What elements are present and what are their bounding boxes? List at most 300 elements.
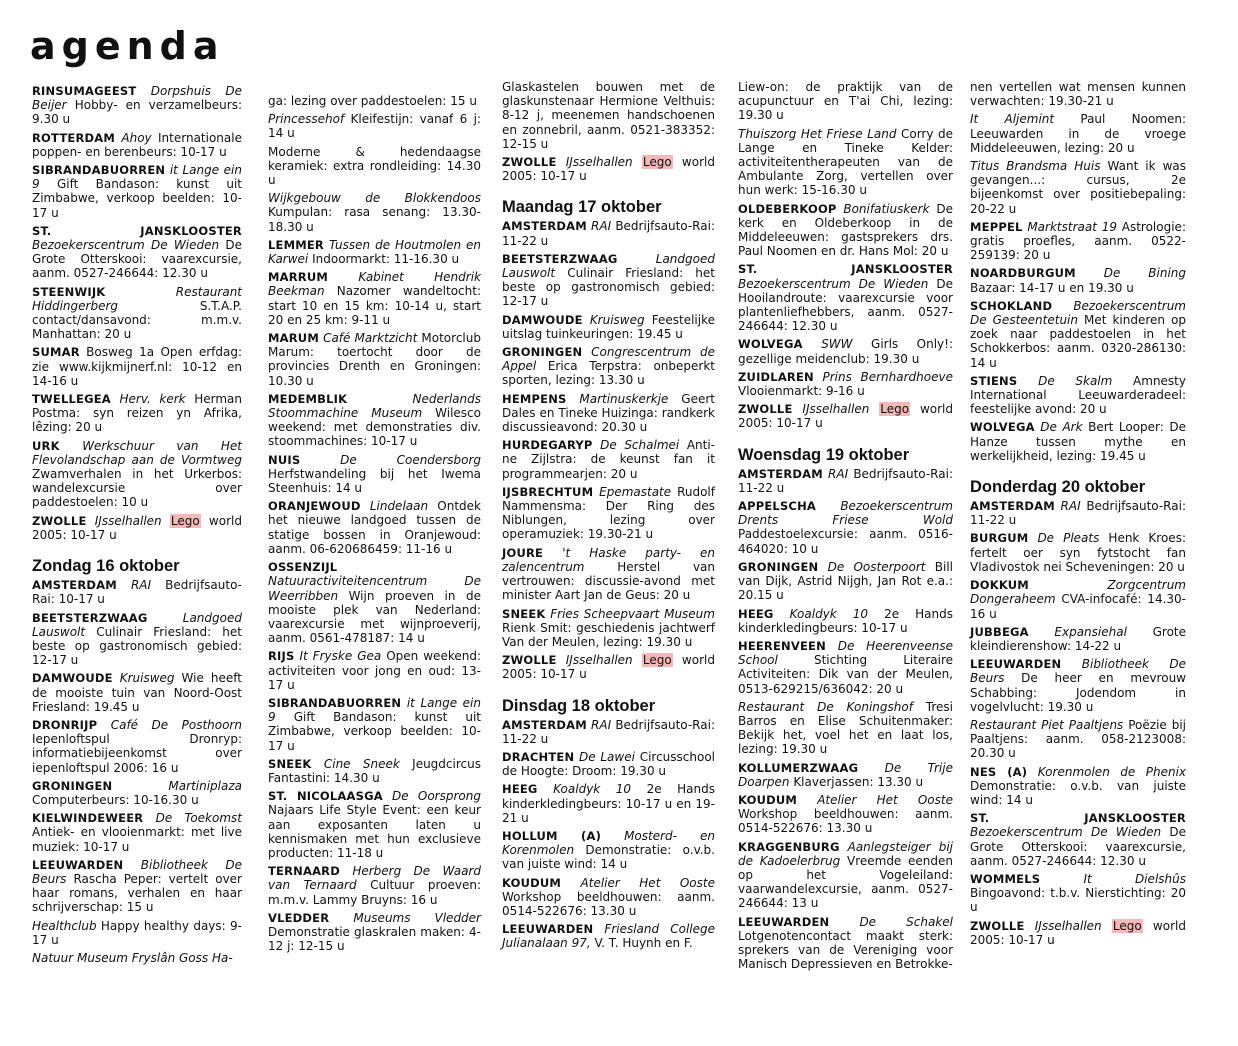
entry-venue: It Fryske Gea [299, 649, 382, 664]
entry-place: MEDEMBLIK [268, 391, 348, 406]
entry-venue: De Schalmei [600, 438, 680, 453]
entry-place: OSSENZIJL [268, 560, 338, 575]
entry-venue: It Dielshûs [1083, 871, 1186, 886]
entry-venue: Bezoekerscentrum De Wieden [970, 825, 1162, 840]
entry-place: WOMMELS [970, 871, 1041, 886]
day-heading: Zondag 16 oktober [32, 557, 180, 576]
entry-place: ZWOLLE [738, 402, 793, 417]
entry-venue: Martinuskerkje [579, 391, 669, 406]
entry-place: HEMPENS [502, 391, 567, 406]
entry-venue: Natuuractiviteitencentrum De Weerribben [268, 574, 481, 603]
entry-text: Lotgenotencontact maakt sterk: sprekers van de Vereniging voor Manisch Depressieven en Betrokke- [738, 928, 953, 972]
entry-place: KIELWINDEWEER [32, 811, 144, 826]
entry-text: Vlooienmarkt: 9-16 u [738, 384, 865, 399]
agenda-entry [738, 560, 953, 603]
entry-venue: IJsselhallen [94, 513, 162, 528]
entry-text: Liew-on: de praktijk van de acupunctuur en T'ai Chi, lezing: 19.30 u [738, 80, 953, 123]
entry-place: HOLLUM (A) [502, 828, 602, 843]
agenda-entry [32, 779, 242, 807]
entry-place: HEERENVEEN [738, 638, 826, 653]
entry-place: ST. JANSKLOOSTER [970, 811, 1186, 826]
entry-text: Herfstwandeling bij het Iwema Steenhuis: 14 u [268, 466, 481, 496]
entry-venue: Cine Sneek [323, 756, 400, 771]
entry-text: Met kinderen op zoek naar paddestoelen in het Schokkerbos: aanm. 0320-286130: 14 u [970, 313, 1186, 370]
entry-text: Vreemde eenden op het Vogeleiland: vaarwandelexcursie, aanm. 0527-246644: 13 u [738, 853, 953, 911]
entry-text: Antiek- en vlooienmarkt: met live muziek: 10-17 u [32, 825, 242, 854]
entry-text: Iepenloftspul Dronryp: informatiebijeenkomst over iepenloftspul 2006: 16 u [32, 732, 242, 775]
agenda-entry [738, 639, 953, 696]
entry-venue: Koaldyk 10 [789, 606, 869, 621]
agenda-entry [970, 765, 1186, 808]
agenda-entry [268, 911, 481, 954]
entry-venue: Werkschuur van Het Flevolandschap aan de Vormtweg [32, 438, 242, 467]
agenda-entry [738, 80, 953, 123]
entry-venue: De Oorsprong [392, 789, 481, 804]
entry-venue: Thuiszorg Het Friese Land [738, 126, 897, 141]
entry-text: Bedrijfsauto-Rai: 11-22 u [738, 466, 953, 495]
entry-place: STEENWIJK [32, 284, 106, 299]
entry-text: CVA-infocafé: 14.30-16 u [970, 592, 1186, 621]
highlighted-term: Lego [642, 653, 672, 668]
entry-venue: Landgoed Lauswolt [32, 610, 242, 639]
entry-venue: Dorpshuis De Beijer [32, 84, 242, 113]
entry-place: SCHOKLAND [970, 298, 1053, 313]
entry-place: GRONINGEN [502, 345, 583, 360]
entry-text: Internationale poppen- en berenbeurs: 10-17 u [32, 130, 242, 159]
entry-place: MARRUM [268, 270, 329, 285]
entry-text: Workshop beeldhouwen: aanm. 0514-522676: 13.30 u [502, 889, 715, 918]
entry-place: AMSTERDAM [970, 499, 1055, 514]
agenda-entry [32, 84, 242, 127]
agenda-entry [32, 671, 242, 714]
agenda-entry [970, 299, 1186, 370]
entry-venue: Restaurant Hiddingerberg [32, 284, 242, 313]
entry-venue: Fries Scheepvaart Museum [550, 606, 715, 621]
entry-place: AMSTERDAM [502, 717, 587, 732]
agenda-entry [32, 285, 242, 342]
entry-venue: Atelier Het Ooste [580, 875, 715, 890]
entry-venue: Nederlands Stoommachine Museum [268, 391, 481, 421]
entry-venue: Café Marktzicht [323, 331, 418, 346]
entry-place: LEEUWARDEN [32, 857, 124, 872]
agenda-entry [502, 80, 715, 151]
agenda-entry [738, 370, 953, 398]
entry-venue: Lindelaan [369, 499, 429, 514]
entry-place: MEPPEL [970, 219, 1023, 234]
entry-venue: De Coendersborg [340, 452, 481, 467]
entry-text: 2e Hands kinderkledingbeurs: 10-17 u en 19-21 u [502, 782, 715, 825]
entry-text: Wilesco weekend: met demonstraties div. stoommachines: 10-17 u [268, 406, 481, 449]
entry-text: Jeugdcircus Fantastini: 14.30 u [268, 756, 481, 785]
entry-venue: SWW [821, 337, 853, 352]
agenda-entry [970, 872, 1186, 915]
entry-venue: Kruisweg [119, 671, 175, 686]
entry-place: LEEUWARDEN [970, 657, 1062, 672]
agenda-entry [32, 919, 242, 947]
agenda-entry [970, 220, 1186, 263]
entry-text: Bosweg 1a Open erfdag: zie www.kijkmijnerf.nl: 10-12 en 14-16 u [32, 345, 242, 388]
entry-venue: Martiniplaza [168, 778, 242, 793]
entry-venue: Prins Bernhardhoeve [822, 369, 953, 384]
day-heading: Woensdag 19 oktober [738, 445, 910, 464]
entry-venue: IJsselhallen [1034, 918, 1102, 933]
entry-venue: Expansiehal [1054, 624, 1127, 639]
entry-text: Computerbeurs: 10-16.30 u [32, 792, 199, 807]
entry-place: TWELLEGEA [32, 392, 111, 407]
agenda-entry [970, 718, 1186, 761]
agenda-entry [502, 829, 715, 872]
entry-text: S.T.A.P. contact/dansavond: m.m.v. Manhattan: 20 u [32, 298, 242, 342]
agenda-entry [970, 499, 1186, 527]
column-5 [970, 80, 1186, 951]
agenda-entry [32, 811, 242, 854]
entry-text: Herman Postma: syn reizen yn Afrika, lêzing: 20 u [32, 392, 242, 435]
entry-venue: Epemastate [599, 484, 672, 499]
agenda-entry [268, 789, 481, 860]
column-1 [32, 84, 242, 969]
entry-text: Open weekend: activiteiten voor jong en oud: 13-17 u [268, 649, 481, 692]
entry-place: GRONINGEN [738, 559, 819, 574]
entry-text: Rienk Smit: geschiedenis jachtwerf Van der Meulen, lezing: 19.30 u [502, 620, 715, 649]
entry-text: world 2005: 10-17 u [32, 513, 242, 542]
agenda-entry [268, 145, 481, 188]
entry-place: WOLVEGA [738, 337, 803, 352]
agenda-entry [738, 761, 953, 789]
agenda-entry [268, 112, 481, 140]
agenda-entry [268, 238, 481, 266]
agenda-entry [268, 864, 481, 907]
agenda-entry [502, 546, 715, 603]
agenda-entry [738, 127, 953, 198]
entry-text: Demonstratie: o.v.b. van juiste wind: 14 u [502, 843, 715, 872]
entry-place: AMSTERDAM [738, 466, 823, 481]
entry-place: BEETSTERZWAAG [32, 610, 148, 625]
entry-text: De Grote Otterskooi: vaarexcursie, aanm. 0527-246644: 12.30 u [32, 238, 242, 281]
entry-venue: it Lange ein 9 [32, 163, 242, 192]
entry-text: Circusschool de Hoogte: Droom: 19.30 u [502, 749, 715, 779]
agenda-entry [738, 499, 953, 556]
entry-venue: Marktstraat 19 [1027, 219, 1117, 234]
agenda-entry [268, 94, 481, 108]
entry-venue: it Lange ein 9 [268, 695, 481, 725]
entry-place: LEEUWARDEN [502, 922, 594, 937]
agenda-entry [502, 607, 715, 650]
entry-venue: Landgoed Lauswolt [502, 251, 715, 281]
entry-place: ST. JANSKLOOSTER [32, 223, 242, 238]
entry-text: Wijn proeven in de mooiste plek van Nederland: vaarexcursie met wijnproeverij, aanm. 0561-478187: 14 u [268, 588, 481, 646]
agenda-entry [32, 514, 242, 542]
entry-venue: Congrescentrum de Appel [502, 345, 715, 374]
agenda-entry [32, 131, 242, 159]
entry-venue: Café De Posthoorn [110, 717, 242, 732]
entry-text: Corry de Lange en Tineke Kelder: activiteitentherapeuten van de Ambulante Zorg, vertellen over hun werk: 15-16.30 u [738, 126, 953, 198]
entry-place: DRACHTEN [502, 749, 575, 764]
entry-place: BURGUM [970, 531, 1029, 546]
entry-venue: Friesland College Julianalaan 97, [502, 922, 715, 951]
entry-place: MARUM [268, 331, 319, 346]
entry-venue: Korenmolen de Phenix [1037, 764, 1186, 779]
agenda-entry [738, 262, 953, 333]
entry-text: Girls Only!: gezellige meidenclub: 19.30 u [738, 337, 953, 366]
agenda-entry [970, 625, 1186, 653]
entry-place: TERNAARD [268, 864, 340, 879]
agenda-entry [738, 607, 953, 635]
highlighted-term: Lego [642, 155, 672, 170]
entry-place: DAMWOUDE [502, 312, 583, 327]
entry-place: AMSTERDAM [32, 578, 117, 593]
entry-place: SNEEK [502, 606, 546, 621]
entry-place: ROTTERDAM [32, 130, 115, 145]
entry-text: Gift Bandason: kunst uit Zimbabwe, verkoop beelden: 10-17 u [32, 177, 242, 220]
column-4 [738, 80, 953, 975]
agenda-entry [970, 420, 1186, 463]
agenda-entry [268, 696, 481, 753]
entry-text: Zwamverhalen in het Urkerbos: wandelexcursie over paddestoelen: 10 u [32, 467, 242, 510]
entry-venue: Restaurant Piet Paaltjens [970, 717, 1124, 732]
agenda-entry [502, 219, 715, 247]
entry-venue: De Toekomst [155, 811, 242, 826]
entry-venue: Tussen de Houtmolen en Karwei [268, 237, 481, 267]
agenda-entry [970, 578, 1186, 621]
agenda-entry [502, 392, 715, 435]
entry-text: Motorclub Marum: toertocht door de provincies Drenth en Groningen: 10.30 u [268, 331, 481, 388]
agenda-entry [268, 392, 481, 449]
entry-text: world 2005: 10-17 u [738, 402, 953, 431]
entry-text: De heer en mevrouw Schabbing: Jodendom in vogelvlucht: 19.30 u [970, 671, 1186, 714]
entry-text: Want ik was gevangen...: cursus, 2e bijeenkomst over positiebepaling: 20-22 u [970, 159, 1186, 216]
entry-place: JUBBEGA [970, 624, 1029, 639]
entry-place: WOLVEGA [970, 420, 1035, 435]
entry-venue: Bezoekerscentrum De Wieden [738, 276, 929, 291]
agenda-entry [970, 266, 1186, 294]
entry-venue: RAI [1060, 499, 1081, 514]
entry-text: Bingoavond: t.b.v. Nierstichting: 20 u [970, 886, 1186, 915]
entry-venue: Zorgcentrum Dongeraheem [970, 578, 1186, 607]
entry-venue: Atelier Het Ooste [817, 792, 953, 807]
entry-place: HEEG [502, 782, 538, 797]
agenda-entry [738, 202, 953, 259]
entry-text: Rudolf Nammensma: Der Ring des Niblungen, lezing over operamuziek: 19.30-21 u [502, 484, 715, 542]
entry-venue: Healthclub [32, 918, 97, 933]
entry-venue: De Oosterpoort [827, 559, 926, 574]
agenda-entry [502, 252, 715, 309]
entry-place: SUMAR [32, 345, 80, 360]
entry-place: ZWOLLE [970, 918, 1025, 933]
entry-venue: Restaurant De Koningshof [738, 699, 913, 714]
agenda-entry [738, 840, 953, 911]
column-2 [268, 94, 481, 957]
entry-place: SNEEK [268, 756, 312, 771]
entry-venue: De Bining [1103, 266, 1186, 281]
entry-venue: Herberg De Waard van Ternaard [268, 864, 481, 893]
entry-text: Indoormarkt: 11-16.30 u [312, 252, 460, 267]
page-title: agenda [30, 24, 225, 68]
agenda-entry [268, 453, 481, 496]
agenda-entry [738, 700, 953, 757]
entry-text: Hobby- en verzamelbeurs: 9.30 u [32, 98, 242, 127]
entry-place: HEEG [738, 606, 774, 621]
entry-text: Bill van Dijk, Astrid Nijgh, Jan Rot e.a.: 20.15 u [738, 559, 953, 603]
entry-text: Geert Dales en Tineke Huizinga: randkerk discussieavond: 20.30 u [502, 391, 715, 435]
entry-place: ST. JANSKLOOSTER [738, 262, 953, 277]
entry-venue: RAI [591, 717, 612, 732]
entry-place: JOURE [502, 545, 544, 560]
entry-text: Herstel van vertrouwen: discussie-avond met minister Aart Jan de Geus: 20 u [502, 559, 715, 603]
agenda-entry [268, 649, 481, 692]
entry-text: nen vertellen wat mensen kunnen verwachten: 19.30-21 u [970, 80, 1186, 109]
entry-text: Klaverjassen: 13.30 u [793, 774, 924, 789]
agenda-entry [502, 155, 715, 183]
entry-place: KOUDUM [738, 792, 798, 807]
agenda-entry [502, 718, 715, 746]
entry-venue: IJsselhallen [802, 402, 870, 417]
day-heading: Maandag 17 oktober [502, 198, 662, 217]
entry-text: De Hooilandroute: vaarexcursie voor plantenliefhebbers, aanm. 0527-246644: 12.30 u [738, 276, 953, 334]
agenda-entry [268, 499, 481, 556]
agenda-entry [32, 163, 242, 220]
agenda-entry [502, 345, 715, 388]
entry-text: ga: lezing over paddestoelen: 15 u [268, 94, 477, 108]
entry-text: De Grote Otterskooi: vaarexcursie, aanm. 0527-246644: 12.30 u [970, 825, 1186, 868]
entry-place: ZWOLLE [32, 513, 87, 528]
entry-text: De kerk en Oldeberkoop in de Middeleeuwen: gastsprekers drs. Paul Noomen en dr. Hans Mol: 20 u [738, 201, 953, 259]
entry-place: AMSTERDAM [502, 219, 587, 234]
entry-place: STIENS [970, 373, 1018, 388]
entry-place: RIJS [268, 649, 295, 664]
entry-place: KOLLUMERZWAAG [738, 760, 859, 775]
entry-venue: It Aljemint [970, 112, 1055, 127]
entry-text: Moderne & hedendaagse keramiek: extra rondleiding: 14.30 u [268, 144, 481, 188]
column-3 [502, 80, 715, 955]
entry-text: Bedrijfsauto-Rai: 11-22 u [502, 717, 715, 746]
highlighted-term: Lego [1112, 918, 1142, 933]
entry-text: Bert Looper: De Hanze tussen mythe en werkelijkheid, lezing: 19.45 u [970, 420, 1186, 463]
agenda-entry [268, 757, 481, 785]
entry-text: Bazaar: 14-17 u en 19.30 u [970, 280, 1134, 295]
agenda-entry [502, 782, 715, 825]
entry-venue: Bezoekerscentrum De Wieden [32, 238, 220, 253]
entry-venue: Kabinet Hendrik Beekman [268, 270, 481, 299]
entry-text: Stichting Literaire Activiteiten: Dik van der Meulen, 0513-629215/636042: 20 u [738, 653, 953, 696]
entry-text: Workshop beeldhouwen: aanm. 0514-522676: 13.30 u [738, 807, 953, 836]
agenda-entry [32, 392, 242, 435]
entry-text: Demonstratie glaskralen maken: 4-12 j: 12-15 u [268, 924, 481, 954]
entry-text: Anti-ne Zijlstra: de keunst fan it programmearjen: 20 u [502, 438, 715, 481]
entry-venue: RAI [591, 219, 612, 234]
entry-venue: Bonifatiuskerk [843, 201, 930, 216]
agenda-entry [32, 611, 242, 668]
agenda-entry [502, 438, 715, 481]
agenda-entry [738, 402, 953, 430]
entry-place: DRONRIJP [32, 717, 98, 732]
entry-place: VLEDDER [268, 910, 330, 925]
highlighted-term: Lego [880, 402, 910, 417]
entry-venue: IJsselhallen [565, 653, 633, 668]
entry-text: 2e Hands kinderkledingbeurs: 10-17 u [738, 606, 953, 635]
entry-text: Culinair Friesland: het beste op gastronomisch gebied: 12-17 u [502, 266, 715, 309]
entry-text: world 2005: 10-17 u [970, 918, 1186, 947]
entry-place: RINSUMAGEEST [32, 84, 137, 98]
entry-place: DAMWOUDE [32, 671, 113, 686]
agenda-entry [32, 578, 242, 606]
entry-text: Glaskastelen bouwen met de glaskunstenaar Hermione Velthuis: 8-12 j, meenemen handschoenen en zonnebril, aanm. 0521-383352: 12-15 u [502, 80, 715, 151]
entry-venue: RAI [828, 466, 849, 481]
entry-venue: 't Haske party- en zalencentrum [502, 545, 715, 574]
entry-venue: Ahoy [121, 130, 152, 145]
entry-venue: Titus Brandsma Huis [970, 159, 1101, 174]
entry-text: Paddestoelexcursie: aanm. 0516-464020: 10 u [738, 527, 953, 556]
entry-text: Nazomer wandeltocht: start 10 en 15 km: 10-14 u, start 20 en 25 km: 9-11 u [268, 284, 481, 327]
agenda-entry [32, 224, 242, 281]
entry-text: V. T. Huynh en F. [594, 936, 693, 951]
entry-place: GRONINGEN [32, 778, 113, 793]
entry-place: IJSBRECHTUM [502, 484, 594, 499]
entry-place: NES (A) [970, 764, 1028, 779]
agenda-entry [970, 159, 1186, 216]
entry-text: Cultuur proeven: m.m.v. Lammy Bruyns: 16 u [268, 878, 481, 907]
agenda-entry [502, 876, 715, 919]
entry-venue: IJsselhallen [565, 155, 633, 170]
entry-venue: Bibliotheek De Beurs [32, 857, 242, 886]
entry-venue: Bezoekerscentrum Drents Friese Wold [738, 499, 953, 528]
entry-venue: Bezoekerscentrum De Gesteentetuin [970, 298, 1186, 328]
entry-text: world 2005: 10-17 u [502, 155, 715, 184]
entry-text: Paul Noomen: Leeuwarden in de vroege Middeleeuwen, lezing: 20 u [970, 112, 1187, 155]
agenda-entry [502, 750, 715, 778]
agenda-entry [268, 331, 481, 388]
entry-text: Erica Terpstra: onbeperkt sporten, lezing: 13.30 u [502, 359, 715, 388]
entry-text: Poëzie bij Paaltjens: aanm. 058-2123008: 20.30 u [970, 717, 1186, 761]
agenda-entry [32, 718, 242, 775]
entry-text: Demonstratie: o.v.b. van juiste wind: 14 u [970, 778, 1186, 807]
entry-text: Amnesty International Leeuwarderadeel: feestelijke avond: 20 u [970, 373, 1186, 417]
entry-venue: Kruisweg [589, 312, 645, 327]
agenda-entry [970, 531, 1186, 574]
agenda-entry [32, 345, 242, 388]
entry-text: Najaars Life Style Event: een keur aan exposanten laten u kennismaken met hun exclusieve producten: 11-18 u [268, 803, 481, 860]
entry-venue: RAI [130, 578, 152, 593]
agenda-entry [502, 922, 715, 950]
agenda-entry [970, 657, 1186, 714]
entry-venue: De Heerenveense School [738, 638, 953, 668]
entry-venue: Princessehof [268, 112, 345, 127]
entry-text: Wie heeft de mooiste tuin van Noord-Oost Friesland: 19.45 u [32, 671, 242, 714]
agenda-entry [268, 560, 481, 645]
entry-place: ST. NICOLAASGA [268, 789, 383, 804]
entry-text: Bedrijfsauto-Rai: 11-22 u [502, 219, 715, 248]
entry-venue: De Lawei [579, 749, 635, 764]
entry-place: ZUIDLAREN [738, 369, 814, 384]
entry-venue: De Schakel [859, 914, 953, 929]
entry-place: ORANJEWOUD [268, 499, 361, 514]
entry-place: ZWOLLE [502, 653, 557, 668]
entry-text: Bedrijfsauto-Rai: 11-22 u [970, 499, 1186, 528]
entry-venue: De Skalm [1038, 373, 1113, 388]
entry-place: KRAGGENBURG [738, 839, 840, 854]
day-heading: Dinsdag 18 oktober [502, 696, 656, 715]
agenda-entry [502, 313, 715, 341]
entry-venue: Wijkgebouw de Blokkendoos [268, 191, 481, 206]
entry-venue: Koaldyk 10 [553, 782, 632, 797]
agenda-entry [268, 191, 481, 234]
entry-text: Kumpulan: rasa senang: 13.30-18.30 u [268, 205, 481, 234]
entry-text: Henk Kroes: fertelt oer syn fytstocht fan Vladivostok nei Scheveningen: 20 u [970, 531, 1186, 574]
entry-venue: Aanlegsteiger bij de Kadoelerbrug [738, 839, 953, 868]
agenda-entry [738, 915, 953, 972]
entry-place: NUIS [268, 452, 301, 467]
highlighted-term: Lego [170, 513, 200, 528]
entry-text: world 2005: 10-17 u [502, 653, 715, 682]
